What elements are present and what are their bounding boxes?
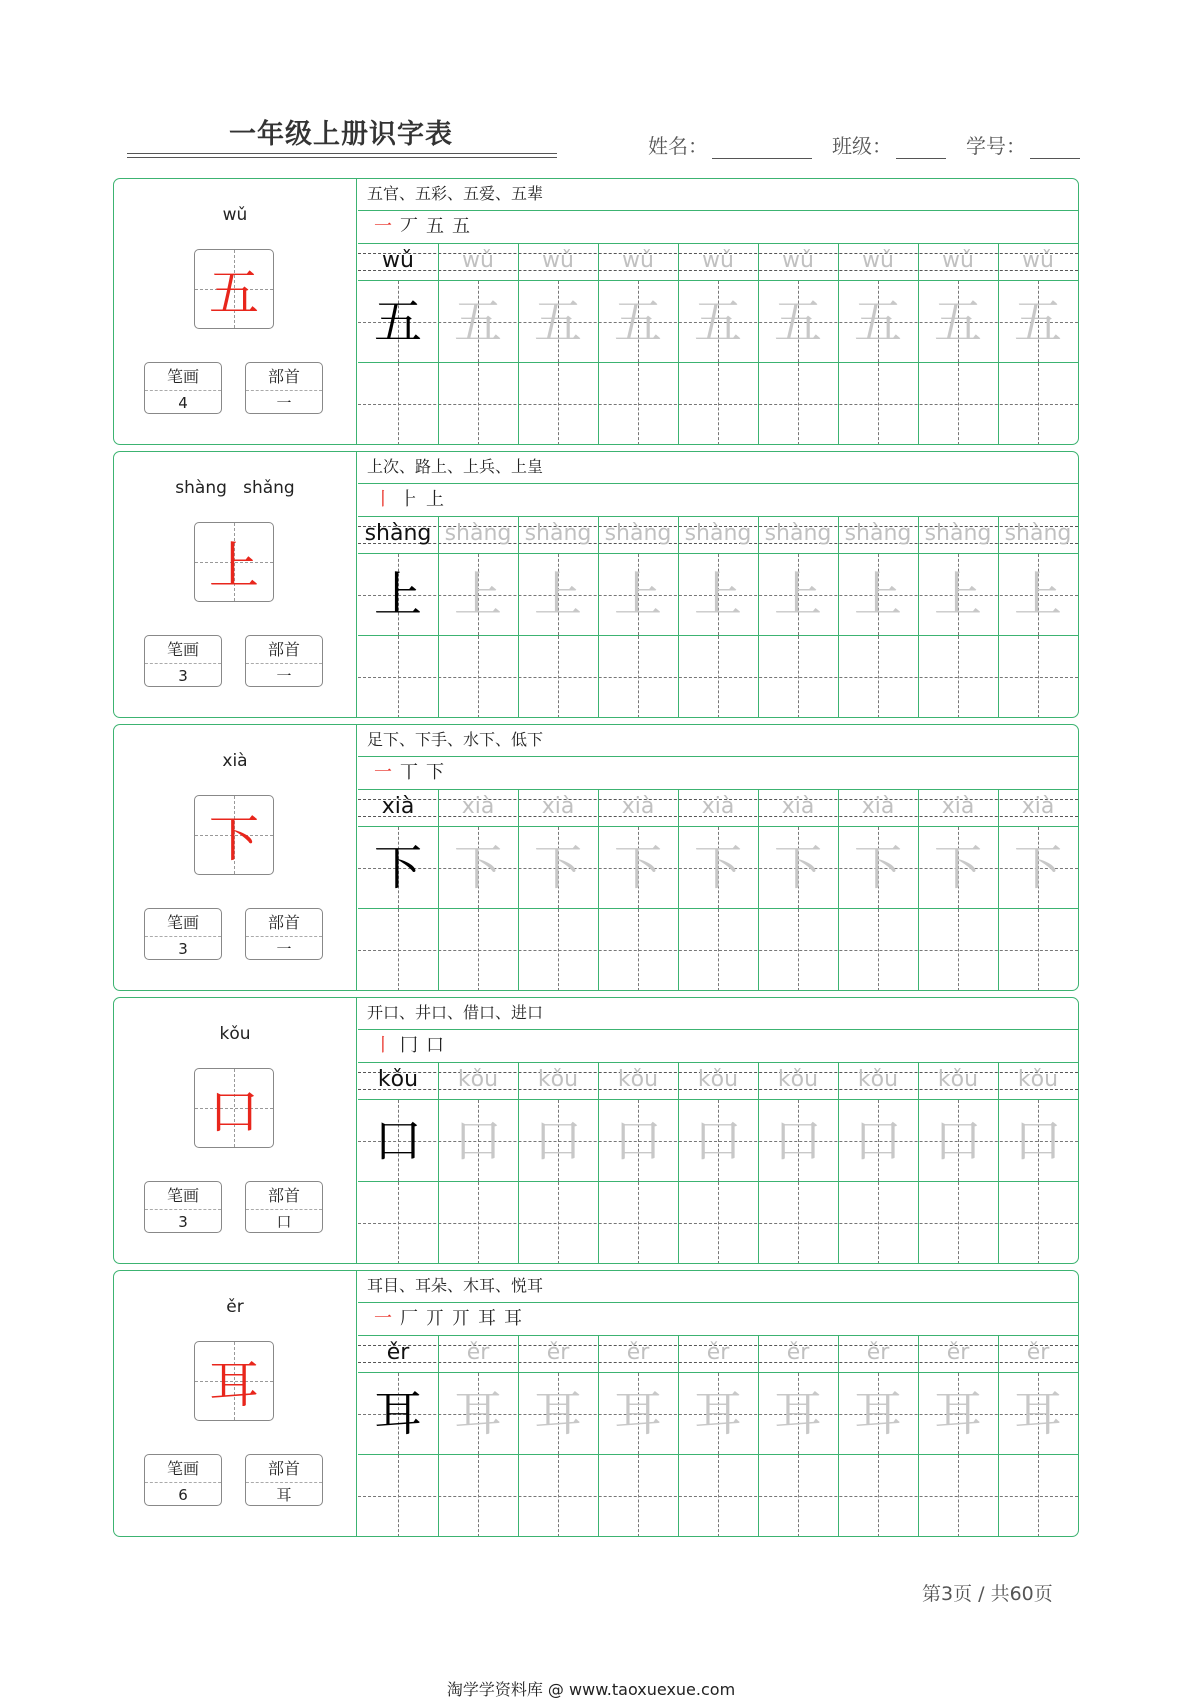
guide-line bbox=[558, 636, 559, 718]
practice-cell[interactable] bbox=[518, 636, 598, 718]
trace-pinyin: ěr bbox=[786, 1340, 810, 1365]
trace-character: 五 bbox=[853, 294, 902, 350]
trace-character: 耳 bbox=[693, 1386, 742, 1442]
character-practice-row bbox=[358, 636, 1078, 718]
trace-pinyin: wǔ bbox=[942, 248, 974, 273]
character-card bbox=[113, 178, 1079, 445]
character-practice-row bbox=[358, 363, 1078, 445]
character-card bbox=[113, 724, 1079, 991]
radical-box bbox=[245, 1454, 323, 1506]
name-label: 姓名： bbox=[648, 134, 708, 158]
trace-pinyin: kǒu bbox=[537, 1067, 579, 1092]
trace-character: 五 bbox=[1013, 294, 1062, 350]
trace-pinyin: ěr bbox=[1026, 1340, 1050, 1365]
guide-line bbox=[718, 1455, 719, 1537]
practice-cell[interactable] bbox=[758, 363, 838, 445]
practice-cell[interactable] bbox=[358, 1182, 438, 1264]
trace-pinyin: xià bbox=[861, 794, 895, 819]
trace-pinyin: wǔ bbox=[462, 248, 494, 273]
practice-cell[interactable] bbox=[518, 1455, 598, 1537]
character-practice-row bbox=[358, 909, 1078, 991]
practice-cell[interactable] bbox=[438, 1182, 518, 1264]
stroke-step: 丨 bbox=[374, 489, 392, 510]
page-title: 一年级上册识字表 bbox=[229, 119, 453, 150]
trace-pinyin: ěr bbox=[546, 1340, 570, 1365]
class-label: 班级： bbox=[832, 134, 892, 158]
trace-pinyin: ěr bbox=[866, 1340, 890, 1365]
stroke-step: 耳 bbox=[478, 1308, 496, 1329]
example-words: 开口、井口、借口、进口 bbox=[358, 998, 1078, 1030]
model-character: 下 bbox=[373, 840, 422, 896]
guide-line bbox=[478, 1455, 479, 1537]
trace-pinyin: wǔ bbox=[782, 248, 814, 273]
trace-pinyin: kǒu bbox=[457, 1067, 499, 1092]
guide-line bbox=[398, 909, 399, 991]
guide-line bbox=[398, 1455, 399, 1537]
practice-cell[interactable] bbox=[598, 1182, 678, 1264]
practice-cell[interactable] bbox=[598, 636, 678, 718]
trace-pinyin: shàng bbox=[684, 521, 752, 546]
page-number: 第3页 / 共60页 bbox=[922, 1583, 1053, 1605]
writing-grid bbox=[358, 244, 1078, 445]
trace-character: 口 bbox=[1013, 1113, 1062, 1169]
trace-character: 上 bbox=[853, 567, 902, 623]
practice-cell[interactable] bbox=[758, 1182, 838, 1264]
practice-panel bbox=[358, 452, 1078, 717]
stroke-count-box bbox=[144, 1181, 222, 1233]
radical-value: 一 bbox=[276, 940, 292, 958]
character-info-panel bbox=[114, 998, 357, 1263]
practice-cell[interactable] bbox=[998, 1455, 1078, 1537]
radical-box bbox=[245, 908, 323, 960]
stroke-step: 五 bbox=[452, 216, 470, 237]
trace-character: 耳 bbox=[1013, 1386, 1062, 1442]
trace-character: 口 bbox=[933, 1113, 982, 1169]
character-info-panel bbox=[114, 452, 357, 717]
guide-line bbox=[558, 1455, 559, 1537]
trace-pinyin: ěr bbox=[706, 1340, 730, 1365]
stroke-count-value: 3 bbox=[178, 940, 188, 958]
trace-character: 五 bbox=[773, 294, 822, 350]
practice-cell[interactable] bbox=[918, 636, 998, 718]
trace-pinyin: shàng bbox=[1004, 521, 1072, 546]
trace-character: 上 bbox=[613, 567, 662, 623]
guide-line bbox=[878, 1182, 879, 1264]
radical-box bbox=[245, 362, 323, 414]
trace-pinyin: xià bbox=[541, 794, 575, 819]
radical-label: 部首 bbox=[246, 1182, 322, 1210]
trace-character: 口 bbox=[853, 1113, 902, 1169]
guide-line bbox=[398, 636, 399, 718]
stroke-count-value: 3 bbox=[178, 667, 188, 685]
stroke-step: 丅 bbox=[400, 762, 418, 783]
practice-cell[interactable] bbox=[918, 363, 998, 445]
practice-cell[interactable] bbox=[438, 363, 518, 445]
class-field[interactable] bbox=[896, 134, 946, 159]
guide-line bbox=[798, 1182, 799, 1264]
trace-character: 口 bbox=[453, 1113, 502, 1169]
trace-character: 下 bbox=[853, 840, 902, 896]
stroke-step: 一 bbox=[374, 762, 392, 783]
guide-line bbox=[718, 1182, 719, 1264]
stroke-count-box bbox=[144, 908, 222, 960]
trace-pinyin: shàng bbox=[764, 521, 832, 546]
character-box bbox=[194, 1341, 274, 1421]
character-card bbox=[113, 1270, 1079, 1537]
radical-box bbox=[245, 1181, 323, 1233]
practice-cell[interactable] bbox=[838, 1182, 918, 1264]
character-glyph: 耳 bbox=[209, 1356, 259, 1414]
practice-cell[interactable] bbox=[438, 1455, 518, 1537]
character-card bbox=[113, 451, 1079, 718]
example-words: 上次、路上、上兵、上皇 bbox=[358, 452, 1078, 484]
stroke-step: 上 bbox=[426, 489, 444, 510]
trace-pinyin: xià bbox=[1021, 794, 1055, 819]
guide-line bbox=[478, 1182, 479, 1264]
character-info-panel bbox=[114, 1271, 357, 1536]
stroke-count-label: 笔画 bbox=[145, 1182, 221, 1210]
practice-cell[interactable] bbox=[598, 909, 678, 991]
character-box bbox=[194, 1068, 274, 1148]
practice-cell[interactable] bbox=[838, 1455, 918, 1537]
trace-pinyin: wǔ bbox=[702, 248, 734, 273]
guide-line bbox=[798, 1455, 799, 1537]
trace-character: 耳 bbox=[453, 1386, 502, 1442]
writing-grid bbox=[358, 790, 1078, 991]
practice-cell[interactable] bbox=[678, 909, 758, 991]
practice-cell[interactable] bbox=[758, 636, 838, 718]
stroke-count-label: 笔画 bbox=[145, 909, 221, 937]
guide-line bbox=[638, 1182, 639, 1264]
stroke-step: 丌 bbox=[426, 1308, 444, 1329]
model-pinyin: wǔ bbox=[382, 248, 414, 273]
stroke-count-value: 4 bbox=[178, 394, 188, 412]
stroke-step: 冂 bbox=[400, 1035, 418, 1056]
practice-panel bbox=[358, 725, 1078, 990]
practice-panel bbox=[358, 1271, 1078, 1536]
trace-pinyin: wǔ bbox=[542, 248, 574, 273]
practice-cell[interactable] bbox=[518, 909, 598, 991]
character-box bbox=[194, 795, 274, 875]
character-pinyin: xià bbox=[222, 751, 248, 771]
guide-line bbox=[558, 909, 559, 991]
stroke-step: 一 bbox=[374, 1308, 392, 1329]
trace-pinyin: ěr bbox=[946, 1340, 970, 1365]
trace-character: 耳 bbox=[853, 1386, 902, 1442]
example-words: 足下、下手、水下、低下 bbox=[358, 725, 1078, 757]
trace-character: 上 bbox=[1013, 567, 1062, 623]
practice-cell[interactable] bbox=[678, 636, 758, 718]
practice-cell[interactable] bbox=[678, 1455, 758, 1537]
trace-pinyin: xià bbox=[621, 794, 655, 819]
trace-character: 耳 bbox=[533, 1386, 582, 1442]
trace-character: 耳 bbox=[773, 1386, 822, 1442]
practice-cell[interactable] bbox=[518, 363, 598, 445]
character-glyph: 上 bbox=[209, 537, 259, 595]
guide-line bbox=[558, 363, 559, 445]
character-info-panel bbox=[114, 179, 357, 444]
stroke-order bbox=[358, 1303, 1078, 1336]
guide-line bbox=[638, 636, 639, 718]
character-card bbox=[113, 997, 1079, 1264]
model-character: 上 bbox=[373, 567, 422, 623]
practice-cell[interactable] bbox=[598, 1455, 678, 1537]
radical-label: 部首 bbox=[246, 909, 322, 937]
practice-cell[interactable] bbox=[918, 1455, 998, 1537]
trace-pinyin: ěr bbox=[626, 1340, 650, 1365]
practice-cell[interactable] bbox=[758, 1455, 838, 1537]
radical-box bbox=[245, 635, 323, 687]
stroke-step: 耳 bbox=[504, 1308, 522, 1329]
radical-label: 部首 bbox=[246, 1455, 322, 1483]
trace-character: 下 bbox=[613, 840, 662, 896]
guide-line bbox=[478, 363, 479, 445]
radical-label: 部首 bbox=[246, 636, 322, 664]
guide-line bbox=[878, 636, 879, 718]
guide-line bbox=[958, 909, 959, 991]
trace-character: 下 bbox=[933, 840, 982, 896]
practice-cell[interactable] bbox=[918, 909, 998, 991]
practice-cell[interactable] bbox=[518, 1182, 598, 1264]
trace-character: 上 bbox=[693, 567, 742, 623]
practice-cell[interactable] bbox=[358, 1455, 438, 1537]
title-underline bbox=[127, 157, 557, 158]
character-pinyin: ěr bbox=[226, 1297, 244, 1317]
character-glyph: 五 bbox=[209, 264, 259, 322]
practice-panel bbox=[358, 179, 1078, 444]
guide-line bbox=[958, 1455, 959, 1537]
character-pinyin: kǒu bbox=[219, 1024, 251, 1044]
stroke-step: 丆 bbox=[400, 216, 418, 237]
trace-character: 耳 bbox=[613, 1386, 662, 1442]
guide-line bbox=[398, 363, 399, 445]
trace-character: 口 bbox=[613, 1113, 662, 1169]
guide-line bbox=[638, 363, 639, 445]
trace-pinyin: xià bbox=[701, 794, 735, 819]
guide-line bbox=[1038, 909, 1039, 991]
practice-cell[interactable] bbox=[758, 909, 838, 991]
trace-character: 下 bbox=[693, 840, 742, 896]
model-pinyin: xià bbox=[381, 794, 415, 819]
practice-cell[interactable] bbox=[438, 909, 518, 991]
trace-character: 五 bbox=[613, 294, 662, 350]
guide-line bbox=[718, 636, 719, 718]
trace-pinyin: kǒu bbox=[1017, 1067, 1059, 1092]
practice-cell[interactable] bbox=[438, 636, 518, 718]
practice-cell[interactable] bbox=[838, 636, 918, 718]
guide-line bbox=[798, 909, 799, 991]
guide-line bbox=[1038, 636, 1039, 718]
character-pinyin: wǔ bbox=[222, 205, 248, 225]
radical-value: 一 bbox=[276, 394, 292, 412]
stroke-count-value: 3 bbox=[178, 1213, 188, 1231]
practice-cell[interactable] bbox=[838, 363, 918, 445]
trace-pinyin: shàng bbox=[924, 521, 992, 546]
character-practice-row bbox=[358, 1182, 1078, 1264]
trace-character: 下 bbox=[1013, 840, 1062, 896]
character-box bbox=[194, 522, 274, 602]
guide-line bbox=[478, 636, 479, 718]
stroke-count-box bbox=[144, 1454, 222, 1506]
trace-character: 五 bbox=[693, 294, 742, 350]
character-glyph: 口 bbox=[209, 1083, 259, 1141]
stroke-count-box bbox=[144, 635, 222, 687]
guide-line bbox=[1038, 363, 1039, 445]
trace-pinyin: shàng bbox=[524, 521, 592, 546]
character-pinyin: shàng shǎng bbox=[175, 478, 295, 498]
guide-line bbox=[478, 909, 479, 991]
stroke-count-label: 笔画 bbox=[145, 1455, 221, 1483]
stroke-count-label: 笔画 bbox=[145, 363, 221, 391]
guide-line bbox=[878, 909, 879, 991]
stroke-order bbox=[358, 757, 1078, 790]
trace-character: 上 bbox=[933, 567, 982, 623]
character-glyph: 下 bbox=[209, 810, 259, 868]
example-words: 耳目、耳朵、木耳、悦耳 bbox=[358, 1271, 1078, 1303]
trace-pinyin: wǔ bbox=[1022, 248, 1054, 273]
stroke-order bbox=[358, 211, 1078, 244]
practice-cell[interactable] bbox=[838, 909, 918, 991]
stroke-count-box bbox=[144, 362, 222, 414]
trace-character: 口 bbox=[693, 1113, 742, 1169]
writing-grid bbox=[358, 1336, 1078, 1537]
trace-pinyin: kǒu bbox=[857, 1067, 899, 1092]
stroke-step: 口 bbox=[426, 1035, 444, 1056]
stroke-step: 丌 bbox=[452, 1308, 470, 1329]
example-words: 五官、五彩、五爱、五辈 bbox=[358, 179, 1078, 211]
trace-pinyin: kǒu bbox=[937, 1067, 979, 1092]
practice-cell[interactable] bbox=[918, 1182, 998, 1264]
stroke-step: 五 bbox=[426, 216, 444, 237]
writing-grid bbox=[358, 517, 1078, 718]
id-field[interactable] bbox=[1030, 134, 1080, 159]
radical-value: 一 bbox=[276, 667, 292, 685]
model-character: 耳 bbox=[373, 1386, 422, 1442]
character-box bbox=[194, 249, 274, 329]
trace-character: 口 bbox=[773, 1113, 822, 1169]
trace-pinyin: shàng bbox=[604, 521, 672, 546]
character-info-panel bbox=[114, 725, 357, 990]
trace-character: 上 bbox=[533, 567, 582, 623]
model-pinyin: kǒu bbox=[377, 1067, 419, 1092]
guide-line bbox=[958, 363, 959, 445]
trace-character: 下 bbox=[773, 840, 822, 896]
practice-cell[interactable] bbox=[358, 909, 438, 991]
stroke-step: 一 bbox=[374, 216, 392, 237]
radical-label: 部首 bbox=[246, 363, 322, 391]
trace-pinyin: ěr bbox=[466, 1340, 490, 1365]
model-character: 五 bbox=[373, 294, 422, 350]
guide-line bbox=[398, 1182, 399, 1264]
student-info bbox=[648, 130, 1080, 159]
stroke-order bbox=[358, 484, 1078, 517]
model-pinyin: ěr bbox=[386, 1340, 410, 1365]
name-field[interactable] bbox=[712, 134, 812, 159]
trace-pinyin: xià bbox=[781, 794, 815, 819]
guide-line bbox=[718, 363, 719, 445]
guide-line bbox=[878, 363, 879, 445]
trace-character: 上 bbox=[773, 567, 822, 623]
practice-cell[interactable] bbox=[998, 1182, 1078, 1264]
trace-character: 下 bbox=[453, 840, 502, 896]
practice-panel bbox=[358, 998, 1078, 1263]
stroke-step: 下 bbox=[426, 762, 444, 783]
guide-line bbox=[798, 636, 799, 718]
guide-line bbox=[638, 909, 639, 991]
trace-character: 五 bbox=[533, 294, 582, 350]
practice-cell[interactable] bbox=[998, 363, 1078, 445]
guide-line bbox=[558, 1182, 559, 1264]
practice-cell[interactable] bbox=[678, 1182, 758, 1264]
trace-character: 上 bbox=[453, 567, 502, 623]
stroke-order bbox=[358, 1030, 1078, 1063]
guide-line bbox=[878, 1455, 879, 1537]
guide-line bbox=[638, 1455, 639, 1537]
trace-pinyin: shàng bbox=[844, 521, 912, 546]
practice-cell[interactable] bbox=[358, 636, 438, 718]
guide-line bbox=[718, 909, 719, 991]
trace-pinyin: kǒu bbox=[697, 1067, 739, 1092]
title-underline bbox=[127, 153, 557, 154]
stroke-step: 丨 bbox=[374, 1035, 392, 1056]
trace-pinyin: shàng bbox=[444, 521, 512, 546]
guide-line bbox=[1038, 1455, 1039, 1537]
radical-value: 口 bbox=[276, 1213, 292, 1231]
practice-cell[interactable] bbox=[358, 363, 438, 445]
model-character: 口 bbox=[373, 1113, 422, 1169]
stroke-step: ⺊ bbox=[400, 489, 418, 510]
guide-line bbox=[958, 636, 959, 718]
guide-line bbox=[798, 363, 799, 445]
trace-pinyin: xià bbox=[941, 794, 975, 819]
trace-character: 五 bbox=[453, 294, 502, 350]
practice-cell[interactable] bbox=[998, 636, 1078, 718]
stroke-step: 厂 bbox=[400, 1308, 418, 1329]
practice-cell[interactable] bbox=[678, 363, 758, 445]
stroke-count-value: 6 bbox=[178, 1486, 188, 1504]
guide-line bbox=[958, 1182, 959, 1264]
trace-character: 耳 bbox=[933, 1386, 982, 1442]
writing-grid bbox=[358, 1063, 1078, 1264]
character-practice-row bbox=[358, 1455, 1078, 1537]
practice-cell[interactable] bbox=[598, 363, 678, 445]
radical-value: 耳 bbox=[276, 1486, 292, 1504]
trace-character: 口 bbox=[533, 1113, 582, 1169]
trace-character: 五 bbox=[933, 294, 982, 350]
trace-pinyin: wǔ bbox=[862, 248, 894, 273]
trace-pinyin: kǒu bbox=[617, 1067, 659, 1092]
stroke-count-label: 笔画 bbox=[145, 636, 221, 664]
trace-pinyin: kǒu bbox=[777, 1067, 819, 1092]
id-label: 学号： bbox=[966, 134, 1026, 158]
trace-pinyin: xià bbox=[461, 794, 495, 819]
model-pinyin: shàng bbox=[364, 521, 432, 546]
footer-source: 淘学学资料库 @ www.taoxuexue.com bbox=[446, 1680, 736, 1699]
guide-line bbox=[1038, 1182, 1039, 1264]
trace-pinyin: wǔ bbox=[622, 248, 654, 273]
trace-character: 下 bbox=[533, 840, 582, 896]
practice-cell[interactable] bbox=[998, 909, 1078, 991]
